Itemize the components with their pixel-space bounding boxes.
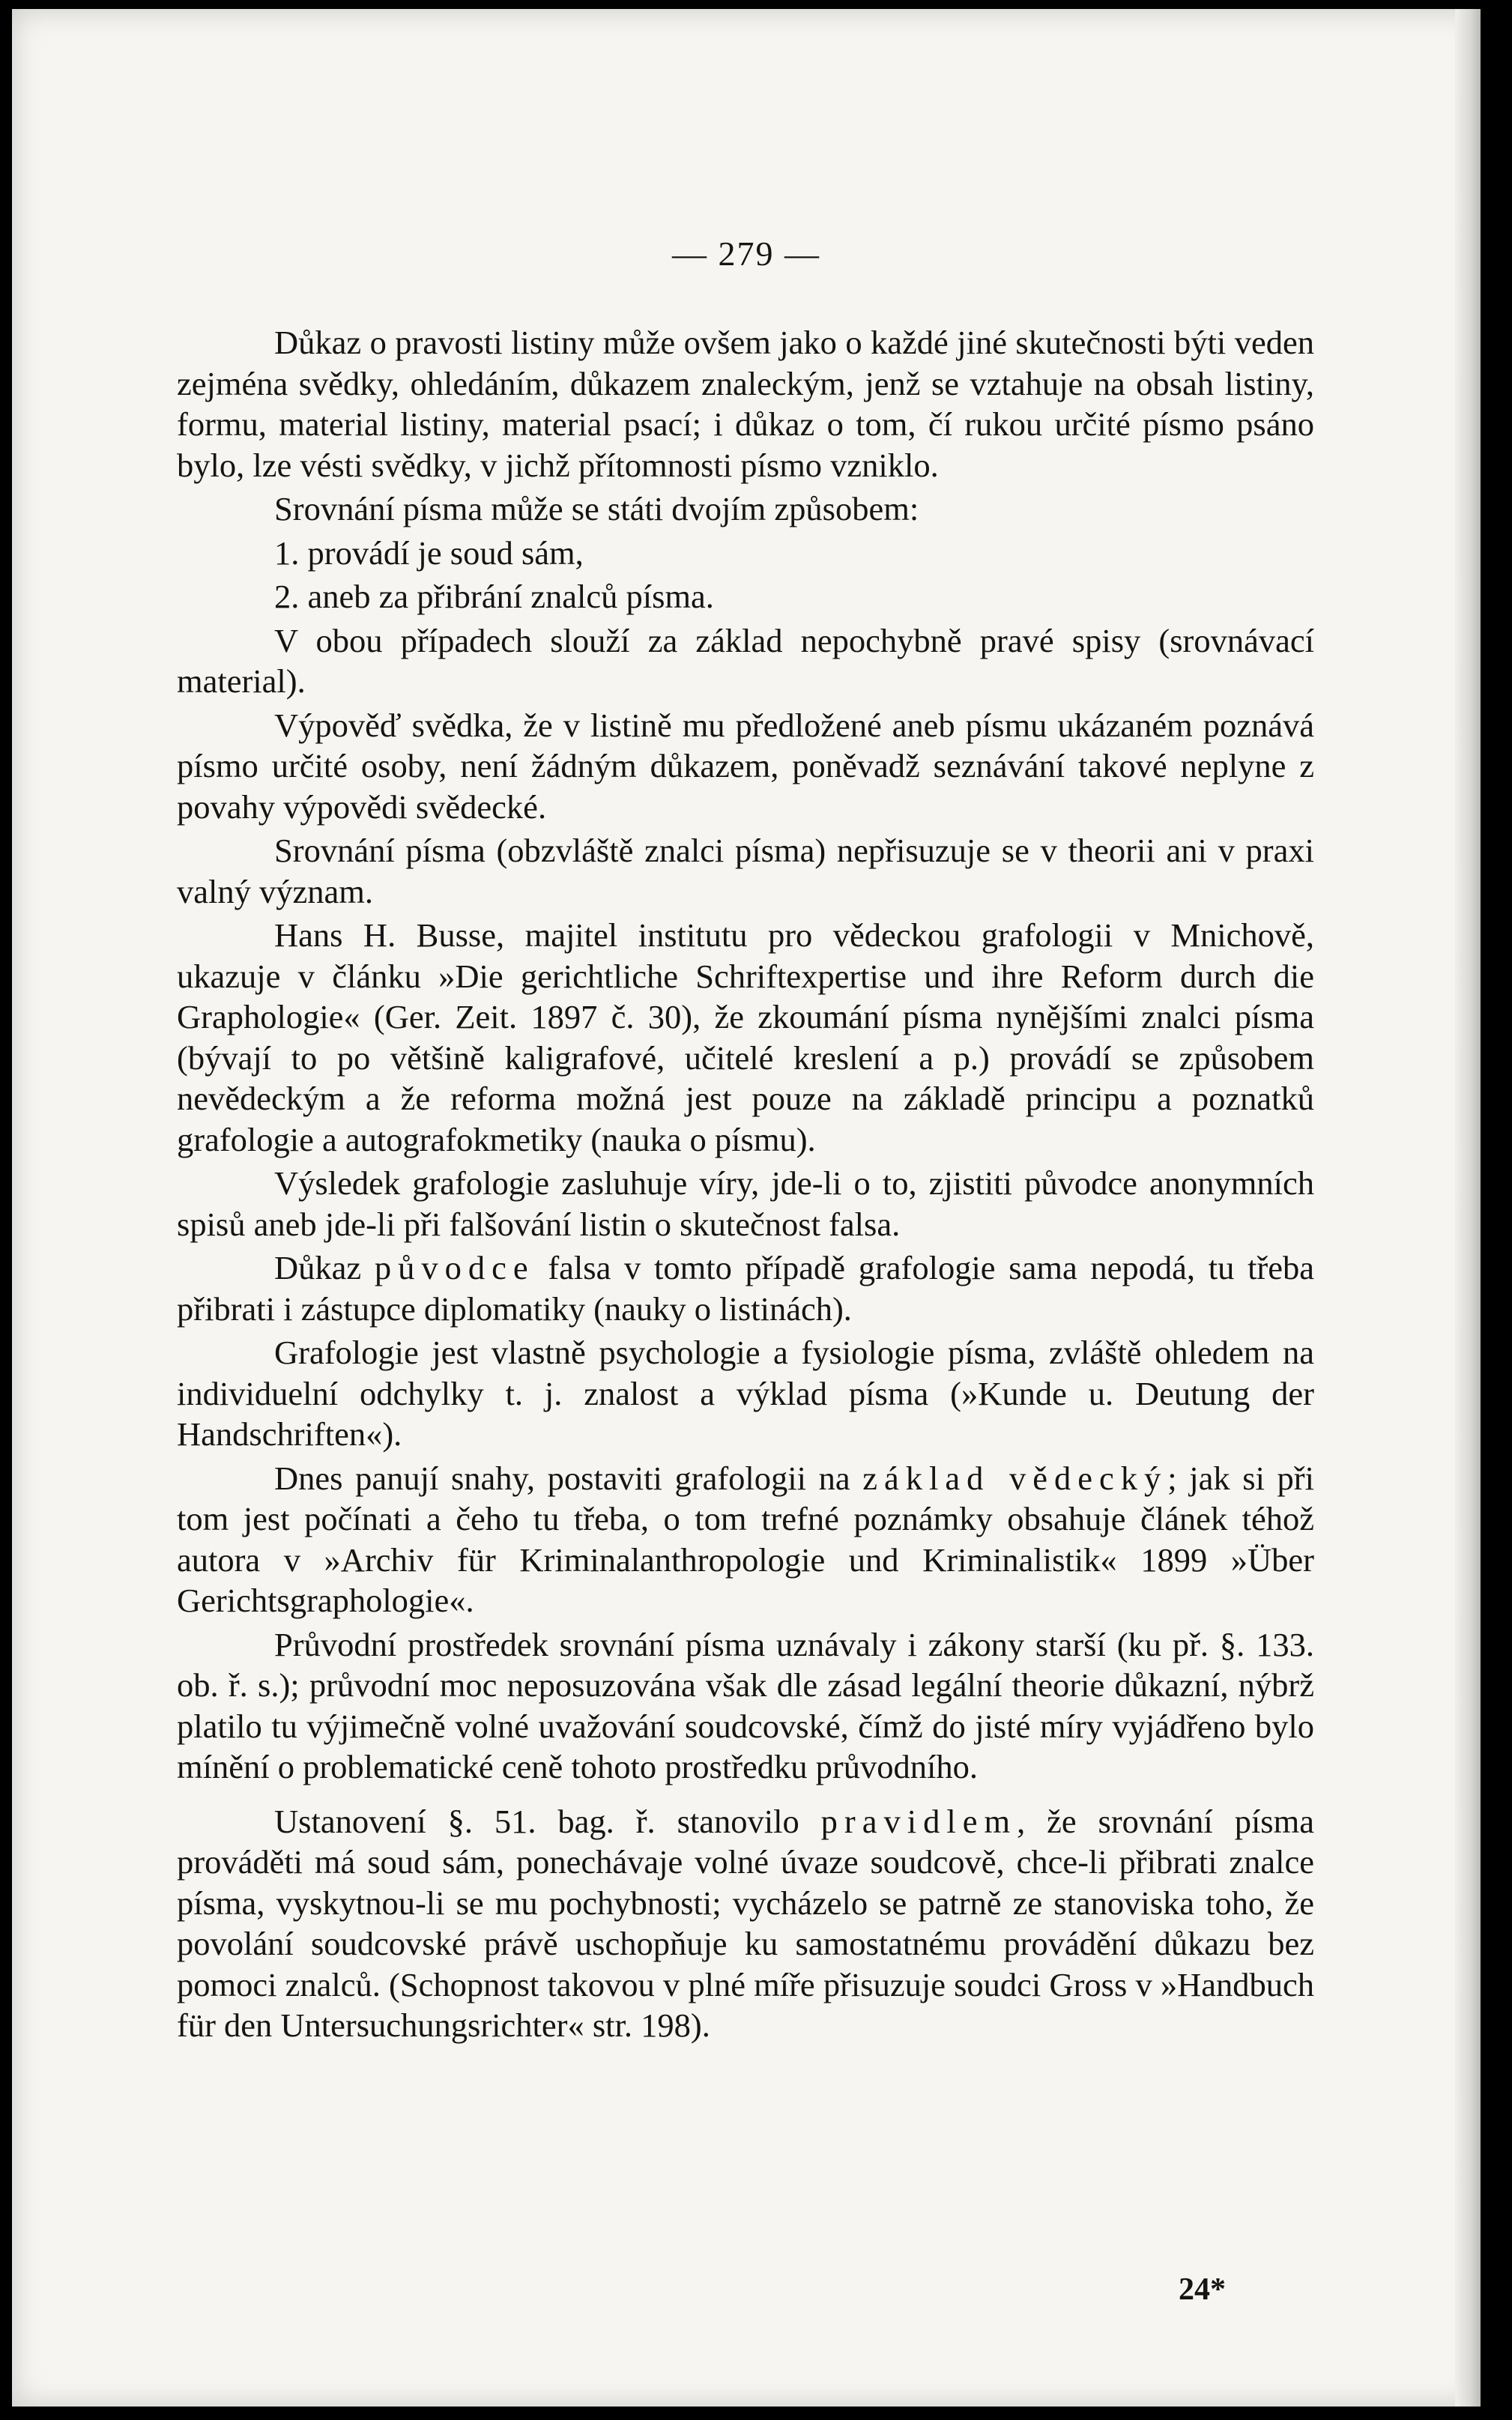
paragraph-11: Průvodní prostředek srovnání písma uznávaly i zákony starší (ku př. §. 133. ob. ř. s.); průvodní moc neposuzována však dle zásad legální theorie důkazní, nýbrž platilo tu výjimečně volné uvažování soudcovské, čímž do jisté míry vyjádřeno bylo mínění o problematické ceně tohoto prostředku průvodního. [177, 1625, 1314, 1785]
paragraph-5: Srovnání písma (obzvláště znalci písma) nepřisuzuje se v theorii ani v praxi valný význam. [177, 832, 1314, 910]
paragraph-10 [177, 1458, 1314, 1621]
paragraph-10-post: ; jak si při tom jest počínati a čeho tu třeba, o tom trefné poznámky obsahuje článek téhož autora v »Archiv für Kriminalanthropologie und Kriminalistik« 1899 »Über Gerichtsgraphologie«. [177, 1459, 1314, 1619]
body-text [177, 322, 1314, 2049]
paragraph-4: Výpověď svědka, že v listině mu předložené aneb písmu ukázaném poznává písmo určité osoby, není žádným důkazem, poněvadž seznávání takové neplyne z povahy výpovědi svědecké. [177, 706, 1314, 826]
emphasis-pravidlem: pravidlem [820, 1802, 1017, 1840]
paragraph-6: Hans H. Busse, majitel institutu pro vědeckou grafologii v Mnichově, ukazuje v článku »Die gerichtliche Schriftexpertise und ihre Reform durch die Graphologie« (Ger. Zeit. 1897 č. 30), že zkoumání písma nynějšími znalci písma (bývají to po většině kaligrafové, učitelé kreslení a p.) provádí se způsobem nevědeckým a že reforma možná jest pouze na základě principu a poznatků grafologie a autografokmetiky (nauka o písmu). [177, 916, 1314, 1158]
list-item-2: 2. aneb za přibrání znalců písma. [274, 578, 714, 615]
paragraph-3: V obou případech slouží za základ nepochybně pravé spisy (srovnávací material). [177, 621, 1314, 700]
paragraph-12-pre: Ustanovení §. 51. bag. ř. stanovilo [274, 1802, 821, 1840]
paragraph-12 [177, 1801, 1314, 2046]
paragraph-7: Výsledek grafologie zasluhuje víry, jde-li o to, zjistiti původce anonymních spisů aneb jde-li při falšování listin o skutečnost falsa. [177, 1164, 1314, 1243]
book-page [12, 9, 1481, 2407]
signature-mark: 24* [1179, 2272, 1226, 2307]
paragraph-8-post: falsa v tomto případě grafologie sama nepodá, tu třeba přibrati i zástupce diplomatiky (nauky o listinách). [177, 1249, 1314, 1328]
paragraph-2: Srovnání písma může se státi dvojím způsobem: [274, 490, 919, 527]
paragraph-1: Důkaz o pravosti listiny může ovšem jako o každé jiné skutečnosti býti veden zejména svědky, ohledáním, důkazem znaleckým, jenž se vztahuje na obsah listiny, formu, material listiny, material psací; i důkaz o tom, čí rukou určité písmo psáno bylo, lze vésti svědky, v jichž přítomnosti písmo vzniklo. [177, 324, 1314, 484]
emphasis-puvodce: původce [374, 1249, 535, 1286]
emphasis-zaklad-vedecky: základ vědecký [862, 1459, 1168, 1497]
page-number: — 279 — [672, 235, 820, 273]
paragraph-8 [177, 1247, 1314, 1329]
paragraph-10-pre: Dnes panují snahy, postaviti grafologii na [274, 1459, 863, 1497]
paragraph-8-pre: Důkaz [274, 1249, 375, 1286]
list-item-1: 1. provádí je soud sám, [274, 533, 584, 572]
paragraph-9: Grafologie jest vlastně psychologie a fysiologie písma, zvláště ohledem na individuelní odchylky t. j. znalost a výklad písma (»Kunde u. Deutung der Handschriften«). [177, 1334, 1314, 1453]
paragraph-12-post: , že srovnání písma prováděti má soud sám, ponechávaje volné úvaze soudcově, chce-li přibrati znalce písma, vyskytnou-li se mu pochybnosti; vycházelo se patrně ze stanoviska toho, že povolání soudcovské právě uschopňuje ku samostatnému provádění důkazu bez pomoci znalců. (Schopnost takovou v plné míře přisuzuje soudci Gross v »Handbuch für den Untersuchungsrichter« str. 198). [177, 1802, 1314, 2044]
